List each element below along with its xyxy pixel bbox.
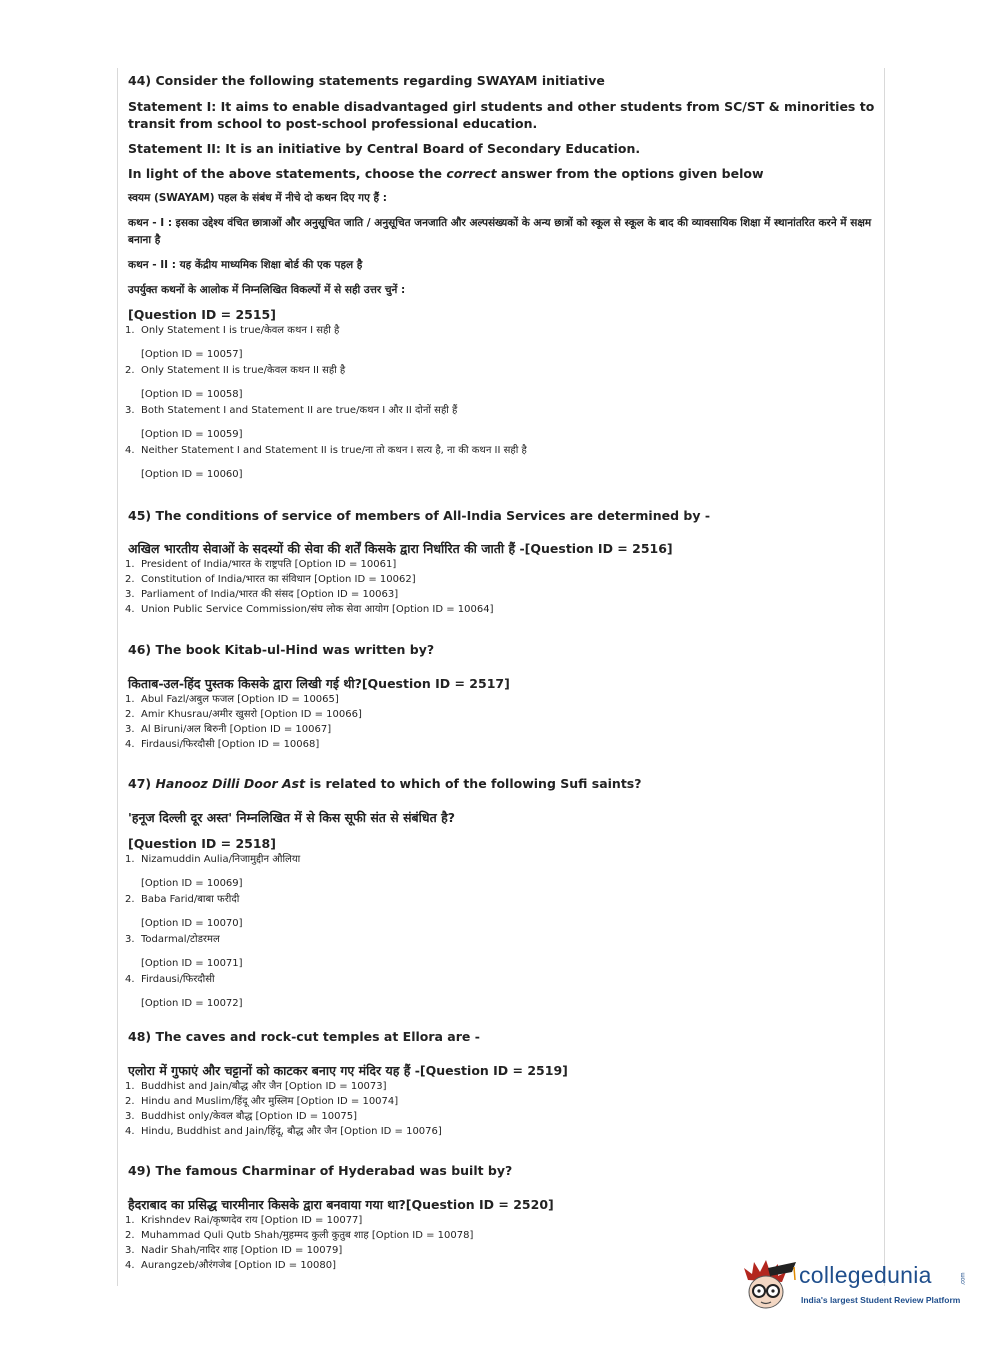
- hindi-question: हैदराबाद का प्रसिद्ध चारमीनार किसके द्वारा बनवाया गया था?[Question ID = 2520]: [128, 1197, 554, 1212]
- question-title: 46) The book Kitab-ul-Hind was written by?: [128, 642, 435, 657]
- question-title: 49) The famous Charminar of Hyderabad was built by?: [128, 1163, 513, 1178]
- option-item: 4. Neither Statement I and Statement II is true/ना तो कथन I सत्य है, ना की कथन II सही है [Option ID = 10060]: [125, 445, 527, 480]
- question-44: [125, 72, 880, 483]
- hindi-statement-2: कथन - II : यह केंद्रीय माध्यमिक शिक्षा बोर्ड की एक पहल है: [128, 259, 363, 271]
- hindi-intro: स्वयम (SWAYAM) पहल के संबंध में नीचे दो कथन दिए गए हैं :: [128, 192, 387, 204]
- logo-name: collegedunia: [799, 1262, 932, 1288]
- option-item: 1. Nizamuddin Aulia/निजामुद्दीन औलिया [Option ID = 10069]: [125, 854, 301, 889]
- option-item: 4. Union Public Service Commission/संघ लोक सेवा आयोग [Option ID = 10064]: [125, 604, 494, 615]
- option-item: 4. Aurangzeb/औरंगजेब [Option ID = 10080]: [125, 1260, 337, 1271]
- option-item: 4. Firdausi/फिरदौसी [Option ID = 10072]: [125, 974, 243, 1009]
- option-item: 1. Buddhist and Jain/बौद्ध और जैन [Option ID = 10073]: [125, 1081, 387, 1092]
- question-title: 47) Hanooz Dilli Door Ast is related to which of the following Sufi saints?: [128, 776, 642, 791]
- logo-suffix: .com: [960, 1272, 967, 1286]
- options-list: [125, 692, 880, 752]
- hindi-statement-1: कथन - I : इसका उद्देश्य वंचित छात्राओं और अनुसूचित जाति / अनुसूचित जनजाति और अल्पसंख्यकों के अन्य छात्रों को स्कूल से स्कूल के बाद की व्यावसायिक शिक्षा में स्थानांतरित करने में सक्षम बनाना है: [128, 217, 872, 246]
- mascot-icon: [740, 1258, 798, 1314]
- question-id: [Question ID = 2518]: [128, 836, 276, 851]
- option-item: 3. Both Statement I and Statement II are true/कथन I और II दोनों सही हैं [Option ID = 10059]: [125, 405, 458, 440]
- option-item: 3. Todarmal/टोडरमल [Option ID = 10071]: [125, 934, 243, 969]
- options-list: [125, 557, 880, 617]
- question-title: 48) The caves and rock-cut temples at Ellora are -: [128, 1029, 480, 1044]
- left-divider: [117, 68, 118, 1286]
- hindi-question: 'हनूज दिल्ली दूर अस्त' निम्नलिखित में से किस सूफी संत से संबंधित है?: [128, 810, 455, 825]
- option-item: 1. Only Statement I is true/केवल कथन I सही है [Option ID = 10057]: [125, 325, 340, 360]
- option-item: 2. Muhammad Quli Qutb Shah/मुहम्मद कुली कुतुब शाह [Option ID = 10078]: [125, 1230, 474, 1241]
- option-item: 2. Only Statement II is true/केवल कथन II सही है [Option ID = 10058]: [125, 365, 346, 400]
- options-list: [125, 323, 880, 482]
- option-item: 2. Hindu and Muslim/हिंदू और मुस्लिम [Option ID = 10074]: [125, 1096, 399, 1107]
- option-item: 2. Constitution of India/भारत का संविधान [Option ID = 10062]: [125, 574, 416, 585]
- statement-2: Statement II: It is an initiative by Central Board of Secondary Education.: [128, 141, 641, 156]
- option-item: 3. Al Biruni/अल बिरुनी [Option ID = 10067]: [125, 724, 332, 735]
- question-title: 44) Consider the following statements regarding SWAYAM initiative: [128, 73, 605, 88]
- hindi-question: किताब-उल-हिंद पुस्तक किसके द्वारा लिखी गई थी?[Question ID = 2517]: [128, 676, 510, 691]
- option-item: 2. Amir Khusrau/अमीर खुसरो [Option ID = 10066]: [125, 709, 362, 720]
- question-47: [125, 775, 880, 1012]
- option-item: 4. Firdausi/फिरदौसी [Option ID = 10068]: [125, 739, 320, 750]
- right-divider: [884, 68, 885, 1286]
- question-title: 45) The conditions of service of members of All-India Services are determined by -: [128, 508, 711, 523]
- option-item: 2. Baba Farid/बाबा फरीदी [Option ID = 10070]: [125, 894, 243, 929]
- option-item: 3. Nadir Shah/नादिर शाह [Option ID = 10079]: [125, 1245, 343, 1256]
- hindi-instruction: उपर्युक्त कथनों के आलोक में निम्नलिखित विकल्पों में से सही उत्तर चुनें :: [128, 284, 406, 296]
- option-item: 3. Parliament of India/भारत की संसद [Option ID = 10063]: [125, 589, 399, 600]
- options-list: [125, 852, 880, 1011]
- options-list: [125, 1079, 880, 1139]
- question-id: [Question ID = 2515]: [128, 307, 276, 322]
- hindi-question: अखिल भारतीय सेवाओं के सदस्यों की सेवा की शर्तें किसके द्वारा निर्धारित की जाती हैं -[Question ID = 2516]: [128, 541, 673, 556]
- option-item: 3. Buddhist only/केवल बौद्ध [Option ID = 10075]: [125, 1111, 358, 1122]
- instruction: In light of the above statements, choose the correct answer from the options given below: [128, 166, 764, 181]
- question-46: [125, 641, 880, 752]
- option-item: 1. Krishndev Rai/कृष्णदेव राय [Option ID = 10077]: [125, 1215, 363, 1226]
- option-item: 4. Hindu, Buddhist and Jain/हिंदू, बौद्ध और जैन [Option ID = 10076]: [125, 1126, 442, 1137]
- hindi-question: एलोरा में गुफाएं और चट्टानों को काटकर बनाए गए मंदिर यह हैं -[Question ID = 2519]: [128, 1063, 568, 1078]
- logo-tagline: India's largest Student Review Platform: [801, 1295, 961, 1305]
- collegedunia-logo[interactable]: [740, 1256, 970, 1316]
- question-45: [125, 507, 880, 617]
- option-item: 1. President of India/भारत के राष्ट्रपति [Option ID = 10061]: [125, 559, 397, 570]
- option-item: 1. Abul Fazl/अबुल फजल [Option ID = 10065]: [125, 694, 339, 705]
- statement-1: Statement I: It aims to enable disadvantaged girl students and other students from SC/ST & minorities to transit from school to post-school professional education.: [128, 99, 875, 131]
- question-48: [125, 1028, 880, 1139]
